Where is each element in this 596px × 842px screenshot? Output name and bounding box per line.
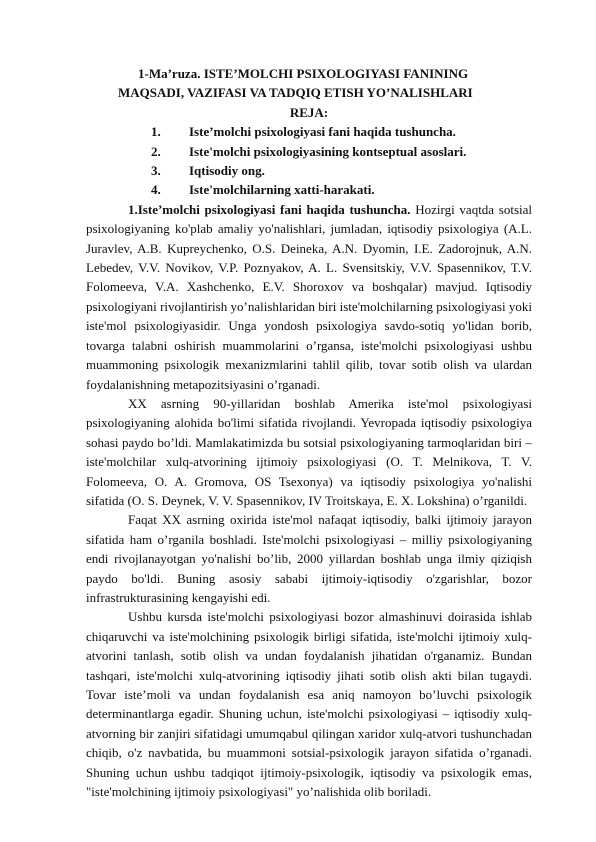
paragraph-4: Ushbu kursda iste'molchi psixologiyasi bozor almashinuvi doirasida ishlab chiqaruvchi va iste'molchining psixologik birligi sifatida, iste'molchi ijtimoiy xulq-atvorini tanlash, sotib olish va undan foydalanish jihatidan o'rganamiz. Bundan tashqari, iste'molchi xulq-atvorining iqtisodiy jihati sotib olish akti bilan tugaydi. Tovar iste’moli va undan foydalanish esa aniq namoyon bo’luvchi psixologik determinantlarga egadir. Shuning uchun, iste'molchi psixologiyasi – iqtisodiy xulq-atvorning bir zanjiri sifatidagi umumqabul qilingan xaridor xulq-atvori tushunchadan chiqib, o'z navbatida, bu muammoni sotsial-psixologik jarayon sifatida o’rganadi. Shuning uchun ushbu tadqiqot ijtimoiy-psixologik, iqtisodiy va psixologik emas, "iste'molchining ijtimoiy psixologiyasi" yo’nalishida olib boriladi. [86, 609, 532, 800]
plan-item-text: Iste'molchi psixologiyasining kontseptual asoslari. [189, 143, 467, 159]
plan-item-number: 3. [151, 163, 161, 179]
plan-item [86, 161, 532, 180]
paragraph-1-text: Hozirgi vaqtda sotsial psixologiyaning ko'plab amaliy yo'nalishlari, jumladan, iqtisodiy psixologiya (A.L. Juravlev, A.B. Kupreychenko, O.S. Deineka, A.N. Dyomin, I.E. Zadorojnuk, A.N. Lebedev, V.V. Novikov, V.P. Poznyakov, A. L. Svensitskiy, V.V. Spasennikov, T.V. Folomeeva, V.A. Xashchenko, E.V. Shoroxov va boshqalar) mavjud. Iqtisodiy psixologiyani rivojlantirish yo’nalishlaridan biri iste'molchilarning psixologiyasi yoki iste'mol psixologiyasidir. Unga yondosh psixologiya savdo-sotiq yo'lidan borib, tovarga talabni oshirish muammolarini o’rgansa, iste'molchi psixologiyasi ushbu muammoning psixologik mexanizmlarini tahlil qilib, tovar sotib olish va ulardan foydalanishning metapozitsiyasini o’rganadi. [86, 201, 533, 392]
plan-heading: REJA: [289, 104, 329, 120]
plan-item-number: 1. [151, 124, 161, 140]
plan-item-text: Iste’molchi psixologiyasi fani haqida tushuncha. [189, 124, 456, 140]
plan-item [86, 180, 532, 199]
plan-item-number: 4. [151, 182, 161, 198]
lecture-title-line-2: MAQSADI, VAZIFASI VA TADQIQ ETISH YO’NALISHLARI [118, 85, 473, 101]
plan-item-text: Iste'molchilarning xatti-harakati. [189, 182, 375, 198]
plan-item-text: Iqtisodiy ong. [189, 163, 265, 179]
plan-item-number: 2. [151, 143, 161, 159]
plan-item [86, 122, 532, 141]
plan-list [86, 122, 532, 200]
lecture-title-line-1: 1-Ma’ruza. ISTE’MOLCHI PSIXOLOGIYASI FANINING [138, 66, 469, 81]
document-page [86, 64, 532, 801]
section-heading: 1.Iste’molchi psixologiyasi fani haqida tushuncha. [128, 201, 411, 217]
paragraph-3: Faqat XX asrning oxirida iste'mol nafaqat iqtisodiy, balki ijtimoiy jarayon sifatida ham o’rganila boshladi. Iste'molchi psixologiyasi – milliy psixologiyaning endi rivojlanayotgan yo'nalishi bo’lib, 2000 yillardan boshlab unga ilmiy qiziqish paydo bo'ldi. Buning asosiy sababi ijtimoiy-iqtisodiy o'zgarishlar, bozor infrastrukturasining kengayishi edi. [86, 512, 532, 605]
plan-item [86, 142, 532, 161]
paragraph-1 [86, 200, 532, 394]
paragraph-2: XX asrning 90-yillaridan boshlab Amerika iste'mol psixologiyasi psixologiyaning alohida bo'limi sifatida rivojlandi. Yevropada iqtisodiy psixologiya sohasi paydo bo’ldi. Mamlakatimizda bu sotsial psixologiyaning tarmoqlaridan biri – iste'molchilar xulq-atvorining ijtimoiy psixologiyasi (O. T. Melnikova, T. V. Folomeeva, O. A. Gromova, OS Tsexonya) va iqtisodiy psixologiya yo'nalishi sifatida (O. S. Deynek, V. V. Spasennikov, IV Troitskaya, E. X. Lokshina) o’rganildi. [86, 395, 532, 508]
